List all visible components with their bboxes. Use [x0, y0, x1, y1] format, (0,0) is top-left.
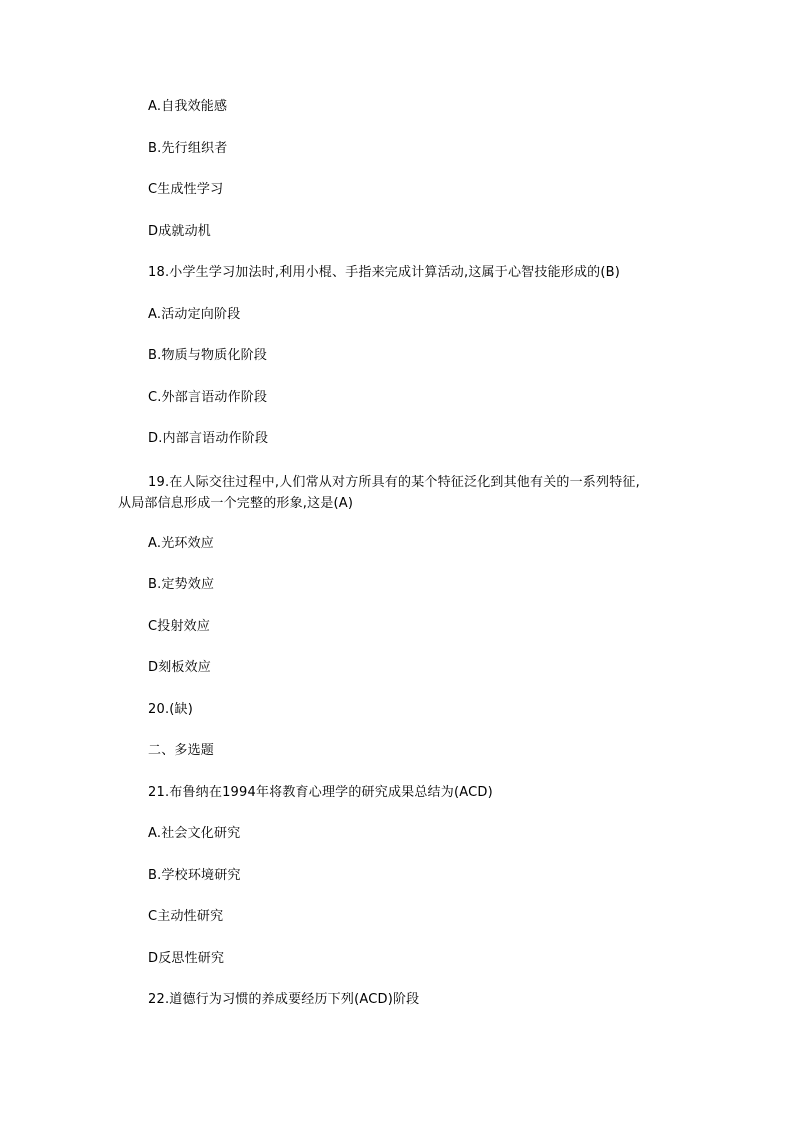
question-19-line-2: 从局部信息形成一个完整的形象,这是(A): [118, 496, 354, 511]
option-21-c: C主动性研究: [148, 909, 224, 924]
option-19-b: B.定势效应: [148, 577, 215, 592]
option-17-c: C生成性学习: [148, 182, 224, 197]
option-19-a: A.光环效应: [148, 536, 214, 551]
question-19-line-1: 19.在人际交往过程中,人们常从对方所具有的某个特征泛化到其他有关的一系列特征,: [148, 475, 640, 490]
option-21-d: D反思性研究: [148, 951, 225, 966]
question-18: 18.小学生学习加法时,利用小棍、手指来完成计算活动,这属于心智技能形成的(B): [148, 265, 621, 280]
option-17-b: B.先行组织者: [148, 141, 228, 156]
question-19: [118, 472, 640, 514]
option-18-b: B.物质与物质化阶段: [148, 348, 268, 363]
question-21: 21.布鲁纳在1994年将教育心理学的研究成果总结为(ACD): [148, 785, 493, 800]
option-17-a: A.自我效能感: [148, 99, 228, 114]
option-17-d: D成就动机: [148, 224, 212, 239]
question-22: 22.道德行为习惯的养成要经历下列(ACD)阶段: [148, 992, 420, 1007]
option-21-a: A.社会文化研究: [148, 826, 241, 841]
option-21-b: B.学校环境研究: [148, 868, 241, 883]
option-19-d: D刻板效应: [148, 660, 212, 675]
question-20: 20.(缺): [148, 702, 194, 717]
option-18-d: D.内部言语动作阶段: [148, 431, 269, 446]
option-18-a: A.活动定向阶段: [148, 307, 241, 322]
option-18-c: C.外部言语动作阶段: [148, 390, 268, 405]
option-19-c: C投射效应: [148, 619, 211, 634]
section-heading: 二、多选题: [148, 743, 215, 758]
